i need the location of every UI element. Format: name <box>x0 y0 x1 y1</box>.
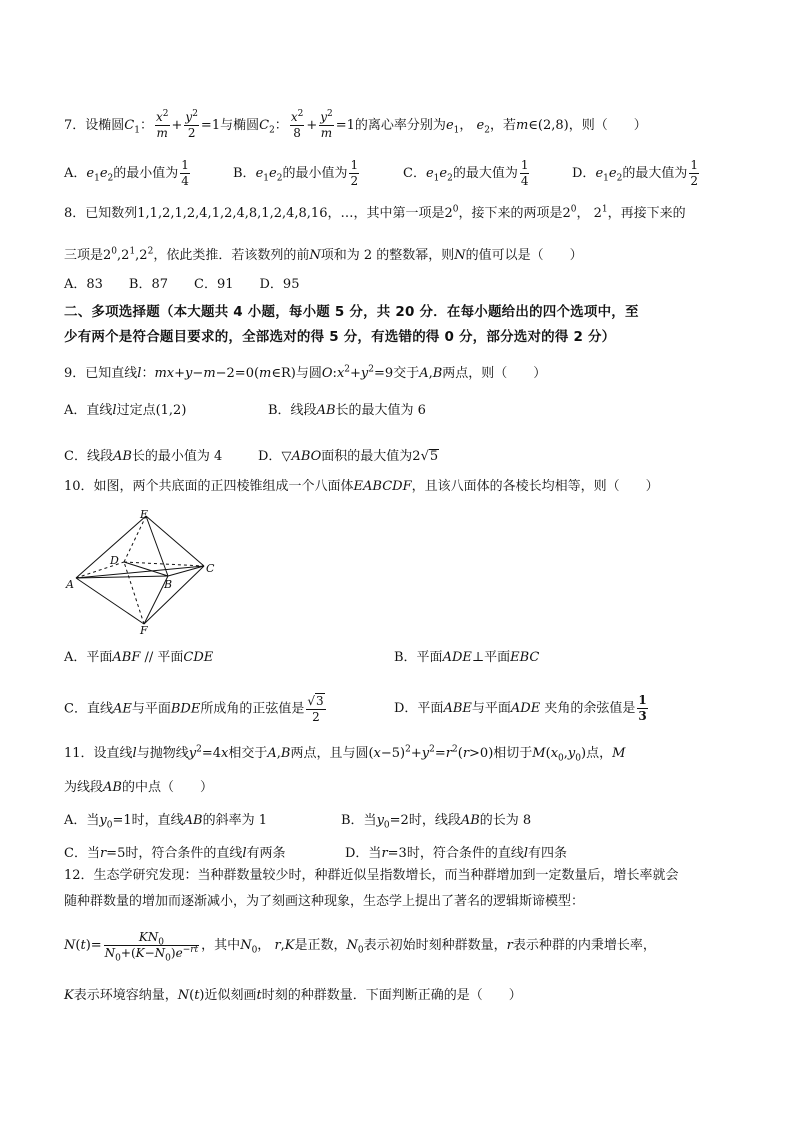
q8-line1: 8．已知数列1,1,2,1,2,4,1,2,4,8,1,2,4,8,16，…，其中第一项是$2^0$，接下来的两项是$2^0$， $2^1$，再接下来的 <box>64 204 686 221</box>
label-d: D <box>110 554 119 567</box>
label-c: C <box>206 562 215 575</box>
q11-line2: 为线段AB的中点（ ） <box>64 780 213 795</box>
q8-line2: 三项是$2^0,2^1,2^2$，依此类推．若该数列的前N项和为 2 的整数幂，则N的值可以是（ ） <box>64 246 583 263</box>
section-heading-line1: 二、多项选择题（本大题共 4 小题，每小题 5 分，共 20 分．在每小题给出的四个选项中，至 <box>64 304 639 320</box>
q8-options: A．83 B．87 C．91 D．95 <box>64 277 300 292</box>
label-e: E <box>140 508 149 521</box>
q12-line2: 随种群数量的增加而逐渐减小，为了刻画这种现象，生态学上提出了著名的逻辑斯谛模型： <box>64 894 585 909</box>
q7-option-a: A．$e_1e_2$的最小值为 $\frac{1}{4}$ <box>64 158 189 188</box>
q9-option-b: B．线段AB长的最大值为 6 <box>268 403 426 418</box>
q12-line4: K表示环境容纳量，N(t)近似刻画t时刻的种群数量．下面判断正确的是（ ） <box>64 988 522 1003</box>
q11-stem: 11．设直线l与抛物线$y^2=4x$相交于A,B两点，且与圆$(x-5)^2+y^2=r^2(r>0)$相切于$M(x_0,y_0)$点，M <box>64 744 626 764</box>
q11-option-d: D．当r=3时，符合条件的直线l有四条 <box>345 846 568 861</box>
label-b: B <box>164 578 173 591</box>
edge-fd-hidden <box>124 562 144 624</box>
label-f: F <box>140 624 148 636</box>
q11-option-a: A．当$y_0=1$时，直线AB的斜率为 1 <box>64 813 268 831</box>
q9-option-a: A．直线l过定点(1,2) <box>64 403 187 418</box>
q12-line1: 12．生态学研究发现：当种群数量较少时，种群近似呈指数增长，而当种群增加到一定数量后，增长率就会 <box>64 868 679 883</box>
label-a: A <box>66 578 74 591</box>
edge-ea <box>76 516 146 578</box>
edge-fa <box>76 578 144 624</box>
q10-option-d: D．平面ABE与平面ADE 夹角的余弦值是 $\frac{1}{3}$ <box>394 693 647 723</box>
q9-option-d: D．▽ABO面积的最大值为2√5 <box>258 449 439 464</box>
q9-option-c: C．线段AB长的最小值为 4 <box>64 449 223 464</box>
q9-stem: 9．已知直线l：mx+y−m−2=0(m∈R)与圆$O:x^2+y^2=9$交于A,B两点，则（ ） <box>64 364 547 381</box>
q7-option-d: D．$e_1e_2$的最大值为 $\frac{1}{2}$ <box>572 158 698 188</box>
section-heading-line2: 少有两个是符合题目要求的，全部选对的得 5 分，有选错的得 0 分，部分选对的得 2 分） <box>64 329 616 345</box>
q11-option-c: C．当r=5时，符合条件的直线l有两条 <box>64 846 286 861</box>
q7-option-c: C．$e_1e_2$的最大值为 $\frac{1}{4}$ <box>403 158 529 188</box>
q7-option-b: B．$e_1e_2$的最小值为 $\frac{1}{2}$ <box>233 158 359 188</box>
q10-option-c: C．直线AE与平面BDE所成角的正弦值是 $\frac{√3}{2}$ <box>64 694 324 724</box>
q10-stem: 10．如图，两个共底面的正四棱锥组成一个八面体EABCDF，且该八面体的各棱长均相等，则（ ） <box>64 479 659 494</box>
q10-option-b: B．平面ADE⊥平面EBC <box>394 650 540 665</box>
octahedron-figure <box>64 506 224 636</box>
q11-option-b: B．当$y_0=2$时，线段AB的长为 8 <box>341 813 532 831</box>
q7-stem: 7．设椭圆$C_1$： $\frac{x^2}{m}$ + $\frac{y^2}{2}$ =1与椭圆$C_2$： $\frac{x^2}{8}$ + $\frac{y^2}{m}$ =1的离心率分别为$e_1$， $e_2$，若m∈(2,8)，则（ ） <box>64 109 647 140</box>
q12-line3: N(t)= $\frac{KN_0}{N_0+(K-N_0)e^{-rt}}$ ，其中$N_0$， r,K是正数，$N_0$表示初始时刻种群数量，r表示种群的内秉增长率， <box>64 930 656 964</box>
edge-ed-hidden <box>124 516 146 562</box>
q10-option-a: A．平面ABF // 平面CDE <box>64 650 214 665</box>
